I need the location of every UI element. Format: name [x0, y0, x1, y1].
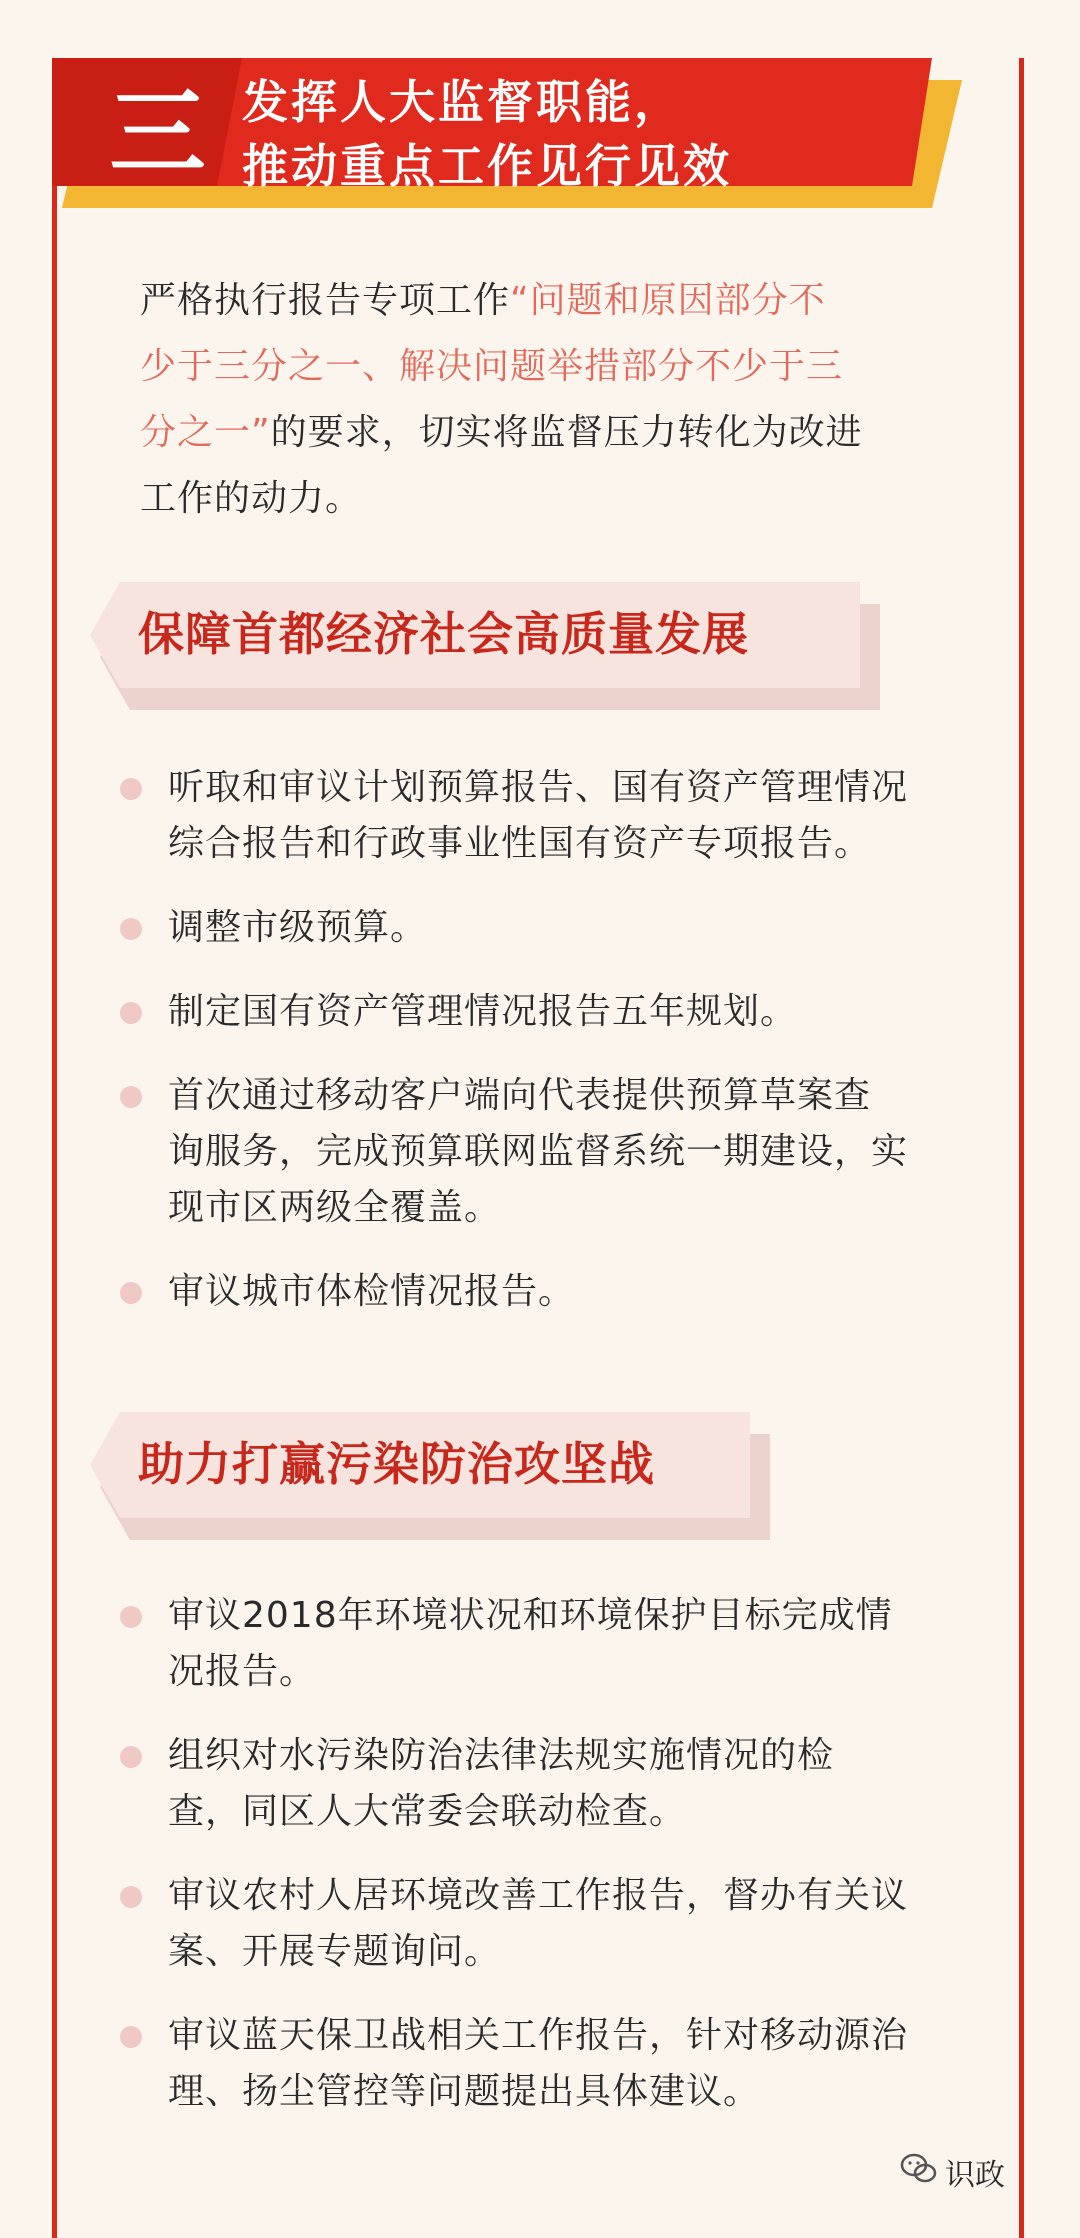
subsection-banner-1: [90, 582, 890, 712]
intro-highlight-2: 少于三分之一、解决问题举措部分不少于三: [140, 346, 844, 387]
list-item: 制定国有资产管理情况报告五年规划。: [120, 984, 990, 1040]
intro-highlight-3: 分之一”: [140, 412, 271, 453]
list-item: 审议蓝天保卫战相关工作报告，针对移动源治 理、扬尘管控等问题提出具体建议。: [120, 2008, 990, 2120]
bullet-dot: [120, 918, 142, 940]
bullet-dot: [120, 1086, 142, 1108]
intro-text-after-2: 工作的动力。: [140, 478, 363, 519]
intro-text: 严格执行报告专项工作: [140, 280, 511, 321]
intro-paragraph: [140, 268, 960, 532]
bullet-list-1: [120, 760, 990, 1348]
section-title-line-2: 推动重点工作见行见效: [242, 139, 732, 193]
subsection-banner-2: [90, 1412, 780, 1542]
bullet-dot: [120, 1002, 142, 1024]
intro-text-after-1: 的要求，切实将监督压力转化为改进: [270, 412, 863, 453]
watermark-text: 识政: [945, 2158, 1005, 2193]
list-item: 组织对水污染防治法律法规实施情况的检 查，同区人大常委会联动检查。: [120, 1728, 990, 1840]
section-header: [52, 58, 992, 218]
list-item: 调整市级预算。: [120, 900, 990, 956]
section-title: [242, 70, 732, 198]
wechat-icon: [900, 2150, 938, 2188]
list-item: 审议农村人居环境改善工作报告，督办有关议 案、开展专题询问。: [120, 1868, 990, 1980]
bullet-dot: [120, 1282, 142, 1304]
section-title-line-1: 发挥人大监督职能，: [242, 75, 683, 129]
subsection-title-1: 保障首都经济社会高质量发展: [138, 607, 749, 661]
list-item: 审议城市体检情况报告。: [120, 1264, 990, 1320]
list-item: 首次通过移动客户端向代表提供预算草案查 询服务，完成预算联网监督系统一期建设，实 现市区两级全覆盖。: [120, 1068, 990, 1236]
section-number-badge: 三: [109, 77, 206, 189]
list-item: 审议2018年环境状况和环境保护目标完成情 况报告。: [120, 1588, 990, 1700]
bullet-dot: [120, 1886, 142, 1908]
subsection-title-2: 助力打赢污染防治攻坚战: [138, 1437, 655, 1491]
bullet-dot: [120, 778, 142, 800]
bullet-dot: [120, 2026, 142, 2048]
bullet-dot: [120, 1606, 142, 1628]
bullet-list-2: [120, 1588, 990, 2148]
list-item: 听取和审议计划预算报告、国有资产管理情况 综合报告和行政事业性国有资产专项报告。: [120, 760, 990, 872]
bullet-dot: [120, 1746, 142, 1768]
intro-highlight-1: “问题和原因部分不: [510, 280, 826, 321]
